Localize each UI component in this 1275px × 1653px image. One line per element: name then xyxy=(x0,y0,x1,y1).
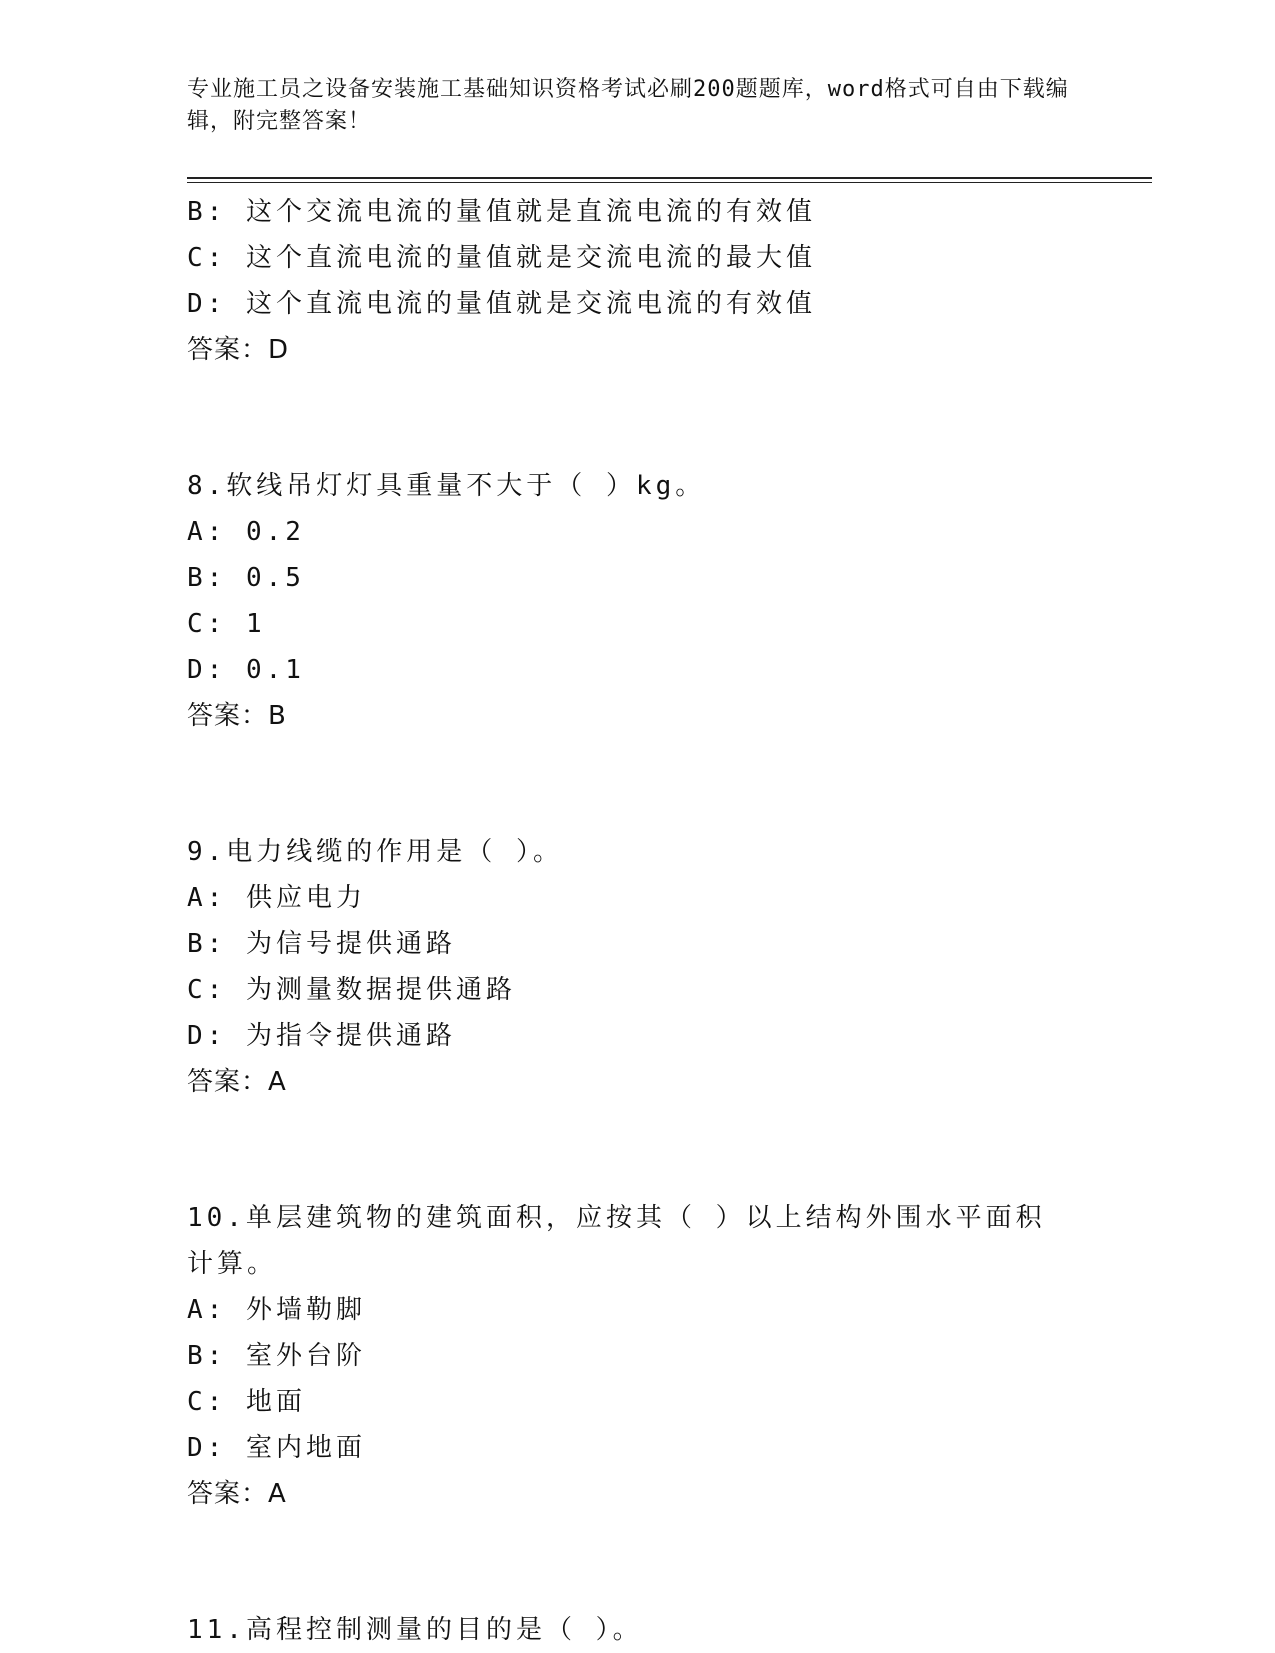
question-content xyxy=(187,189,1087,1653)
option-a: A: 外墙勒脚 xyxy=(187,1295,366,1325)
option-c: C: 为测量数据提供通路 xyxy=(187,975,516,1005)
header-rule-thick xyxy=(187,177,1152,179)
question-stem: 8.软线吊灯灯具重量不大于（ ）kg。 xyxy=(187,471,706,501)
header-rule-thin xyxy=(187,182,1152,183)
question-stem: 9.电力线缆的作用是（ ）。 xyxy=(187,837,563,867)
option-a: A: 供应电力 xyxy=(187,883,366,913)
option-d: D: 这个直流电流的量值就是交流电流的有效值 xyxy=(187,289,816,319)
option-d: D: 室内地面 xyxy=(187,1433,366,1463)
option-d: D: 为指令提供通路 xyxy=(187,1021,456,1051)
document-header: 专业施工员之设备安装施工基础知识资格考试必刷200题题库，word格式可自由下载编辑，附完整答案！ xyxy=(187,77,1069,134)
option-b: B: 这个交流电流的量值就是直流电流的有效值 xyxy=(187,197,816,227)
option-a: A: 0.2 xyxy=(187,517,305,547)
option-c: C: 1 xyxy=(187,609,266,639)
question-stem: 11.高程控制测量的目的是（ ）。 xyxy=(187,1615,643,1645)
option-d: D: 0.1 xyxy=(187,655,305,685)
option-c: C: 地面 xyxy=(187,1387,306,1417)
answer-line: 答案：D xyxy=(187,335,290,365)
answer-line: 答案：A xyxy=(187,1067,287,1097)
question-stem: 10.单层建筑物的建筑面积，应按其（ ）以上结构外围水平面积计算。 xyxy=(187,1203,1046,1279)
option-c: C: 这个直流电流的量值就是交流电流的最大值 xyxy=(187,243,816,273)
option-b: B: 0.5 xyxy=(187,563,305,593)
answer-line: 答案：B xyxy=(187,701,287,731)
option-b: B: 室外台阶 xyxy=(187,1341,366,1371)
answer-line: 答案：A xyxy=(187,1479,287,1509)
option-b: B: 为信号提供通路 xyxy=(187,929,456,959)
